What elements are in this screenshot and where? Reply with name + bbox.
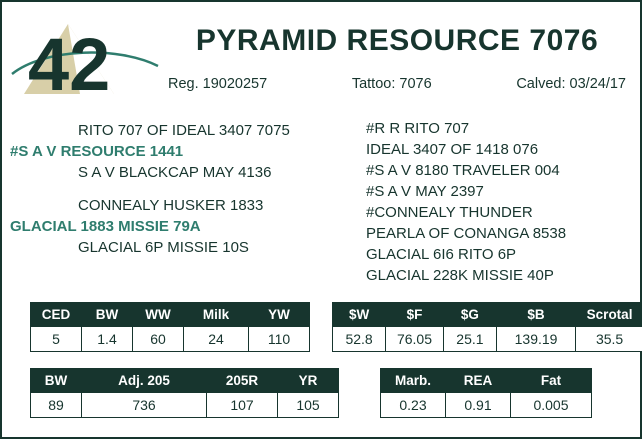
table-cell: 52.8 (333, 327, 386, 352)
table-row (333, 327, 642, 352)
column-header: BW (31, 369, 82, 393)
pedigree-grandparent-line: #S A V MAY 2397 (366, 183, 484, 200)
table-cell: 35.5 (576, 327, 642, 352)
table-cell: 60 (133, 327, 184, 352)
table-cell: 107 (207, 393, 278, 418)
column-header: $G (443, 303, 496, 327)
pedigree-parent-line: CONNEALY HUSKER 1833 (78, 197, 264, 214)
calved-value: 03/24/17 (569, 76, 626, 92)
column-header: Adj. 205 (82, 369, 207, 393)
pedigree-grandparent-line: #S A V 8180 TRAVELER 004 (366, 162, 560, 179)
pedigree-parent-line: S A V BLACKCAP MAY 4136 (78, 164, 272, 181)
table-row (31, 393, 339, 418)
column-header: $B (496, 303, 575, 327)
card-header (2, 2, 640, 110)
table-row (381, 393, 592, 418)
pedigree-grandparent-line: GLACIAL 6I6 RITO 6P (366, 246, 517, 263)
pedigree-grandparent-line: PEARLA OF CONANGA 8538 (366, 225, 567, 242)
table-cell: 24 (184, 327, 249, 352)
pedigree-column-grandparents (366, 118, 638, 286)
registration-line (162, 76, 632, 92)
reg-label: Reg. (168, 76, 199, 92)
column-header: BW (82, 303, 133, 327)
pedigree-parent-line: GLACIAL 1883 MISSIE 79A (10, 218, 201, 235)
table-cell: 0.23 (381, 393, 446, 418)
pedigree-parent-line: GLACIAL 6P MISSIE 10S (78, 239, 249, 256)
table-cell: 25.1 (443, 327, 496, 352)
column-header: YR (278, 369, 339, 393)
pedigree-grandparent-line: GLACIAL 228K MISSIE 40P (366, 267, 554, 284)
pedigree-grandparent-line: IDEAL 3407 OF 1418 076 (366, 141, 539, 158)
ranch-logo (10, 8, 162, 106)
pedigree-column-parents (10, 120, 358, 258)
table-cell: 89 (31, 393, 82, 418)
table-cell: 105 (278, 393, 339, 418)
pedigree-parent-line: RITO 707 OF IDEAL 3407 7075 (78, 122, 290, 139)
pedigree-parent-line: #S A V RESOURCE 1441 (10, 143, 184, 160)
pedigree-spacer (10, 183, 358, 195)
column-header: $W (333, 303, 386, 327)
tattoo-label: Tattoo: (351, 76, 396, 92)
column-header: Scrotal (576, 303, 642, 327)
table-cell: 1.4 (82, 327, 133, 352)
tattoo-group (352, 76, 432, 92)
calved-label: Calved: (516, 76, 566, 92)
page-title: PYRAMID RESOURCE 7076 (195, 24, 599, 57)
table-cell: 736 (82, 393, 207, 418)
reg-value: 19020257 (202, 76, 268, 92)
column-header: Milk (184, 303, 249, 327)
table-cell: 5 (31, 327, 82, 352)
epd-table (30, 302, 310, 352)
reg-group (168, 76, 267, 92)
carcass-table (380, 368, 592, 418)
column-header: YW (249, 303, 310, 327)
column-header: Fat (511, 369, 592, 393)
table-cell: 110 (249, 327, 310, 352)
calved-group (516, 76, 626, 92)
column-header: 205R (207, 369, 278, 393)
tattoo-value: 7076 (399, 76, 432, 92)
pedigree-grandparent-line: #CONNEALY THUNDER (366, 204, 533, 221)
performance-table (30, 368, 339, 418)
pedigree-grandparent-line: #R R RITO 707 (366, 120, 470, 137)
table-cell: 139.19 (496, 327, 575, 352)
column-header: REA (446, 369, 511, 393)
column-header: CED (31, 303, 82, 327)
table-row (31, 327, 310, 352)
column-header: $F (386, 303, 444, 327)
table-cell: 76.05 (386, 327, 444, 352)
column-header: WW (133, 303, 184, 327)
pedigree-section (2, 110, 640, 284)
index-value-table (332, 302, 642, 352)
table-cell: 0.005 (511, 393, 592, 418)
table-cell: 0.91 (446, 393, 511, 418)
column-header: Marb. (381, 369, 446, 393)
svg-text:42: 42 (28, 23, 111, 106)
